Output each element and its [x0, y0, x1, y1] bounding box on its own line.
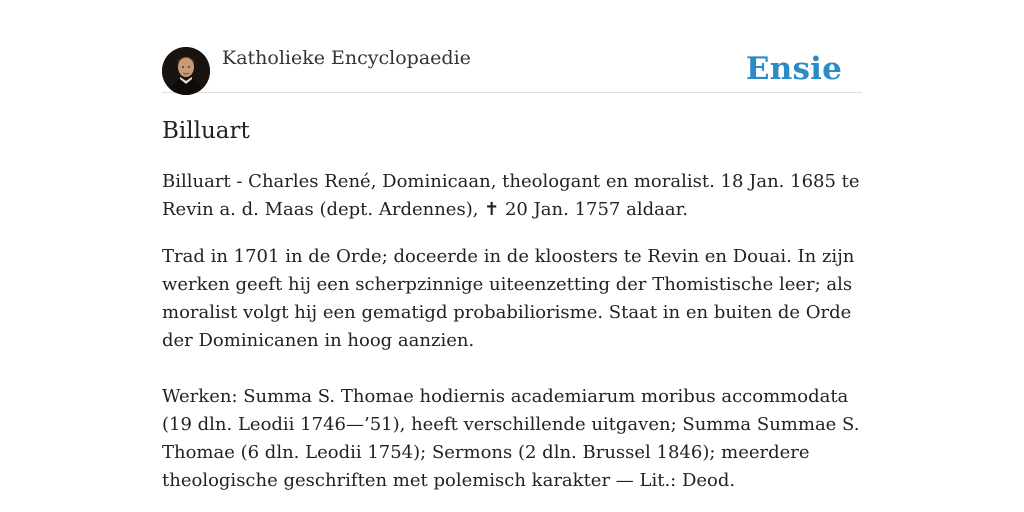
page-container: [162, 0, 862, 491]
source-title[interactable]: Katholieke Encyclopaedie: [222, 47, 471, 69]
site-header: [162, 0, 862, 93]
portrait-avatar-icon[interactable]: [162, 47, 210, 95]
article-title: Billuart: [162, 118, 250, 144]
article-body: [162, 168, 862, 495]
article-paragraph-2: Trad in 1701 in de Orde; doceerde in de kloosters te Revin en Douai. In zijn werken geeft hij een scherpzinnige uiteenzetting der Thomistische leer; als moralist volgt hij een gematigd probabiliorisme. Staat in en buiten de Orde der Dominicanen in hoog aanzien.: [162, 246, 855, 351]
ensie-logo[interactable]: Ensie: [745, 51, 842, 87]
article-paragraph-1: Billuart - Charles René, Dominicaan, theologant en moralist. 18 Jan. 1685 te Revin a. d. Maas (dept. Ardennes), ✝ 20 Jan. 1757 aldaar.: [162, 171, 860, 220]
article-paragraph-3: Werken: Summa S. Thomae hodiernis academiarum moribus accommodata (19 dln. Leodii 1746—’51), heeft verschillende uitgaven; Summa Summae S. Thomae (6 dln. Leodii 1754); Sermons (2 dln. Brussel 1846); meerdere theologische geschriften met polemisch karakter — Lit.: Deod.: [162, 386, 860, 491]
